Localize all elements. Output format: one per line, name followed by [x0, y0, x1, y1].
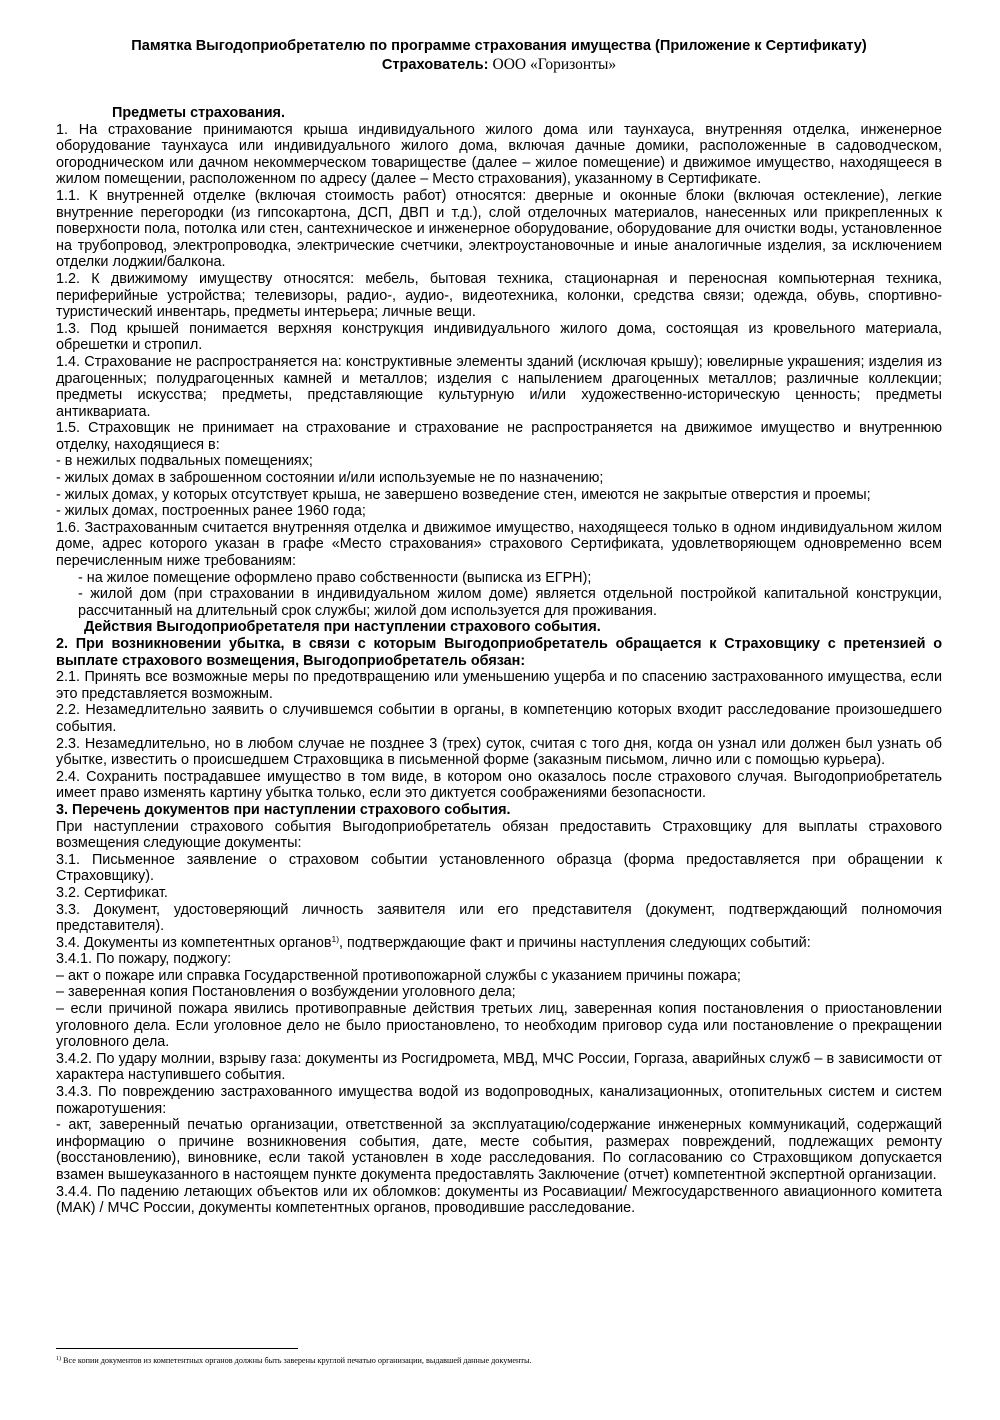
list-item: - жилых домах в заброшенном состоянии и/или используемые не по назначению; [56, 470, 604, 487]
clause-3-4-4: 3.4.4. По падению летающих объектов или их обломков: документы из Росавиации/ Межгосударственного авиационного комитета (МАК) / МЧС России, документы компетентных органов, проводившие расследование. [56, 1183, 942, 1217]
clause-1-4: 1.4. Страхование не распространяется на: конструктивные элементы зданий (исключая крышу); ювелирные украшения; изделия из драгоценных; полудрагоценных камней и металлов; изделия с напылением драгоценных металлов; различные коллекции; предметы искусства; предметы, представляющие культурную и/или художественно-историческую ценность; предметы антиквариата. [56, 353, 942, 420]
clause-3-4-text-a: 3.4. Документы из компетентных органов [56, 934, 332, 951]
insurer-name: ООО «Горизонты» [492, 55, 617, 73]
clause-3-4 [56, 935, 942, 952]
footnote-ref: 1) [331, 933, 340, 944]
footnote-text: Все копии документов из компетентных органов должны быть заверены круглой печатью организации, выдавшей данные документы. [61, 1356, 532, 1365]
list-item: - акт, заверенный печатью организации, ответственной за эксплуатацию/содержание инженерных коммуникаций, содержащий информацию о причине возникновения события, дате, месте события, размерах повреждений, подлежащих ремонту (восстановлению), виновнике, если такой установлен в ходе расследования. По согласованию со Страховщиком допускается взамен вышеуказанного в настоящем пункте документа предоставлять Заключение (отчет) компетентной экспертной организации. [56, 1117, 942, 1183]
section1-title: Предметы страхования. [112, 105, 285, 121]
clause-2: 2. При возникновении убытка, в связи с которым Выгодоприобретатель обращается к Страховщику с претензией о выплате страхового возмещения, Выгодоприобретатель обязан: [56, 636, 942, 669]
list-item: - жилых домах, у которых отсутствует крыша, не завершено возведение стен, имеются не закрытые отверстия и проемы; [56, 486, 871, 503]
list-item: – заверенная копия Постановления о возбуждении уголовного дела; [56, 984, 516, 1001]
list-item: - жилой дом (при страховании в индивидуальном жилом доме) является отдельной постройкой капитальной конструкции, рассчитанный на длительный срок службы; жилой дом используется для проживания. [78, 586, 942, 619]
clause-1-2: 1.2. К движимому имуществу относятся: мебель, бытовая техника, стационарная и переносная компьютерная техника, периферийные устройства; телевизоры, радио-, аудио-, видеотехника, колонки, средства связи; одежда, обувь, спортивно-туристический инвентарь, предметы интерьера; личные вещи. [56, 270, 942, 321]
clause-3-4-2: 3.4.2. По удару молнии, взрыву газа: документы из Росгидромета, МВД, МЧС России, Горгаза, аварийных служб – в зависимости от характера наступившего события. [56, 1050, 942, 1084]
clause-2-1: 2.1. Принять все возможные меры по предотвращению или уменьшению ущерба и по спасению застрахованного имущества, если это представляется возможным. [56, 669, 942, 702]
clause-1-1: 1.1. К внутренней отделке (включая стоимость работ) относятся: дверные и оконные блоки (включая остекление), легкие внутренние перегородки (из гипсокартона, ДСП, ДВП и т.д.), слой отделочных материалов, нанесенных или прикрепленных к поверхности пола, потолка или стен, сантехническое и инженерное оборудование, оборудование для очистки воды, установленное на трубопровод, электропроводка, электрические счетчики, электроустановочные и иные аналогичные изделия, за исключением отделки лоджии/балкона. [56, 187, 942, 271]
footnote-divider [56, 1348, 298, 1349]
clause-2-3: 2.3. Незамедлительно, но в любом случае не позднее 3 (трех) суток, считая с того дня, когда он узнал или должен был узнать об убытке, известить о происшедшем Страховщика в письменной форме (заказным письмом, лично или с помощью курьера). [56, 735, 942, 769]
clause-1-3: 1.3. Под крышей понимается верхняя конструкция индивидуального жилого дома, состоящая из кровельного материала, обрешетки и стропил. [56, 320, 942, 354]
list-item: - жилых домах, построенных ранее 1960 года; [56, 503, 366, 520]
footnote [56, 1356, 942, 1366]
list-item: – акт о пожаре или справка Государственной противопожарной службы с указанием причины пожара; [56, 967, 741, 984]
clause-3-4-1: 3.4.1. По пожару, поджогу: [56, 951, 232, 968]
list-item: – если причиной пожара явились противоправные действия третьих лиц, заверенная копия постановления о приостановлении уголовного дела. Если уголовное дело не было приостановлено, то необходим приговор суда или постановление о прекращении уголовного дела. [56, 1001, 942, 1051]
footnote-mark: 1) [56, 1356, 61, 1362]
section3-title: 3. Перечень документов при наступлении страхового события. [56, 801, 511, 818]
clause-2-2: 2.2. Незамедлительно заявить о случившемся событии в органы, в компетенцию которых входит расследование произошедшего события. [56, 702, 942, 735]
clause-2-4: 2.4. Сохранить пострадавшее имущество в том виде, в котором оно оказалось после страхового случая. Выгодоприобретатель имеет право изменять картину убытка только, если это диктуется соображениями безопасности. [56, 768, 942, 802]
clause-3-4-3: 3.4.3. По повреждению застрахованного имущества водой из водопроводных, канализационных, отопительных систем и систем пожаротушения: [56, 1084, 942, 1117]
clause-3-2: 3.2. Сертификат. [56, 884, 168, 901]
document-page [56, 38, 942, 1217]
clause-3-4-text-b: , подтверждающие факт и причины наступления следующих событий: [339, 934, 811, 951]
list-item: - на жилое помещение оформлено право собственности (выписка из ЕГРН); [78, 569, 592, 586]
list-item: - в нежилых подвальных помещениях; [56, 453, 313, 470]
section2-title: Действия Выгодоприобретателя при наступлении страхового события. [84, 619, 601, 636]
document-title: Памятка Выгодоприобретателю по программе страхования имущества (Приложение к Сертификату) [131, 38, 867, 54]
clause-1: 1. На страхование принимаются крыша индивидуального жилого дома или таунхауса, внутренняя отделка, инженерное оборудование таунхауса или индивидуального жилого дома, включая дачные домики, расположенные в садоводческом, огородническом или дачном некоммерческом товариществе (далее – жилое помещение) и движимое имущество, находящееся в жилом помещении, расположенном по адресу (далее – Место страхования), указанному в Сертификате. [56, 121, 942, 188]
clause-3-3: 3.3. Документ, удостоверяющий личность заявителя или его представителя (документ, подтверждающий полномочия представителя). [56, 901, 942, 935]
clause-1-5: 1.5. Страховщик не принимает на страхование и страхование не распространяется на движимое имущество и внутреннюю отделку, находящиеся в: [56, 420, 942, 453]
clause-1-6: 1.6. Застрахованным считается внутренняя отделка и движимое имущество, находящееся только в одном индивидуальном жилом доме, адрес которого указан в графе «Место страхования» страхового Сертификата, удовлетворяющем одновременно всем перечисленным ниже требованиям: [56, 519, 942, 570]
insurer-label: Страхователь: [381, 56, 489, 73]
clause-3-1: 3.1. Письменное заявление о страховом событии установленного образца (форма предоставляется при обращении к Страховщику). [56, 851, 942, 885]
section3-intro: При наступлении страхового события Выгодоприобретатель обязан предоставить Страховщику для выплаты страхового возмещения следующие документы: [56, 818, 942, 852]
insurer-line [56, 56, 942, 75]
